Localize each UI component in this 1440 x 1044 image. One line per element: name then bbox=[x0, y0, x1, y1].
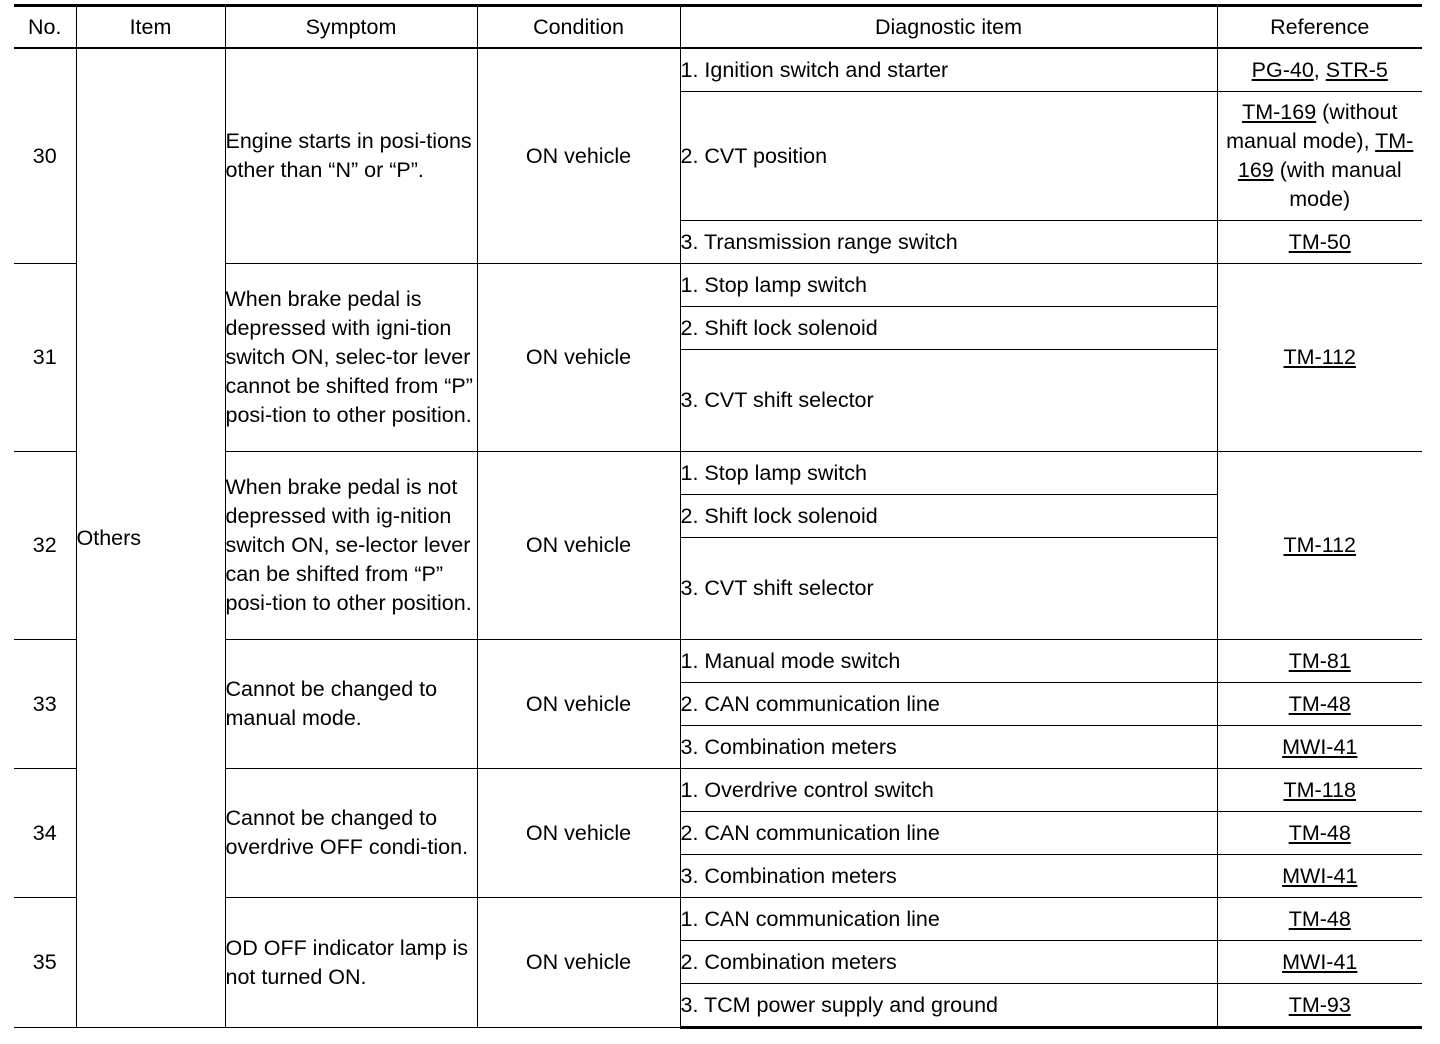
table-row bbox=[14, 898, 1422, 941]
diagnostic-item: 1. CAN communication line bbox=[680, 898, 1217, 941]
row-number: 31 bbox=[14, 264, 76, 452]
symptom: OD OFF indicator lamp is not turned ON. bbox=[225, 898, 477, 1028]
diagnostic-item: 3. Combination meters bbox=[680, 855, 1217, 898]
header-no: No. bbox=[14, 6, 76, 49]
diagnostic-item: 2. Shift lock solenoid bbox=[680, 307, 1217, 350]
reference-link[interactable]: TM-169 bbox=[1237, 129, 1414, 182]
reference-cell bbox=[1217, 941, 1422, 984]
row-number: 32 bbox=[14, 452, 76, 640]
symptom: Engine starts in posi-tions other than “N” or “P”. bbox=[225, 48, 477, 264]
reference-cell bbox=[1217, 769, 1422, 812]
condition: ON vehicle bbox=[477, 769, 680, 898]
reference-cell bbox=[1217, 812, 1422, 855]
diagnostic-item: 1. Stop lamp switch bbox=[680, 452, 1217, 495]
reference-link[interactable]: TM-81 bbox=[1288, 648, 1351, 673]
row-number: 30 bbox=[14, 48, 76, 264]
reference-link[interactable]: TM-48 bbox=[1288, 691, 1351, 716]
diagnostic-item: 3. Transmission range switch bbox=[680, 221, 1217, 264]
header-item: Item bbox=[76, 6, 225, 49]
reference-link[interactable]: TM-112 bbox=[1283, 533, 1356, 557]
header-symptom: Symptom bbox=[225, 6, 477, 49]
row-number: 35 bbox=[14, 898, 76, 1028]
row-number: 33 bbox=[14, 640, 76, 769]
diagnostic-table bbox=[14, 4, 1422, 1029]
reference-cell bbox=[1217, 48, 1422, 92]
row-number: 34 bbox=[14, 769, 76, 898]
reference-link[interactable]: TM-169 bbox=[1242, 100, 1317, 124]
diagnostic-item: 2. Combination meters bbox=[680, 941, 1217, 984]
condition: ON vehicle bbox=[477, 898, 680, 1028]
condition: ON vehicle bbox=[477, 452, 680, 640]
reference-note: (without manual mode), bbox=[1226, 100, 1398, 153]
reference-link[interactable]: MWI-41 bbox=[1282, 734, 1358, 759]
reference-link[interactable]: TM-93 bbox=[1288, 992, 1351, 1017]
reference-cell bbox=[1217, 898, 1422, 941]
symptom: When brake pedal is depressed with igni-tion switch ON, selec-tor lever cannot be shifted from “P” posi-tion to other position. bbox=[225, 264, 477, 452]
reference-link[interactable]: MWI-41 bbox=[1282, 949, 1358, 974]
reference-link[interactable]: PG-40 bbox=[1251, 57, 1314, 82]
reference-link[interactable]: TM-112 bbox=[1283, 345, 1356, 369]
table-row bbox=[14, 452, 1422, 495]
reference-cell bbox=[1217, 683, 1422, 726]
symptom: Cannot be changed to overdrive OFF condi-tion. bbox=[225, 769, 477, 898]
reference-link[interactable]: TM-48 bbox=[1288, 906, 1351, 931]
table-row bbox=[14, 640, 1422, 683]
header-diagnostic-item: Diagnostic item bbox=[680, 6, 1217, 49]
reference-separator: , bbox=[1313, 57, 1326, 82]
diagnostic-item: 3. CVT shift selector bbox=[680, 350, 1217, 452]
reference-cell bbox=[1217, 640, 1422, 683]
diagnostic-item: 2. CAN communication line bbox=[680, 812, 1217, 855]
reference-note: (with manual mode) bbox=[1273, 158, 1402, 211]
reference-cell bbox=[1217, 726, 1422, 769]
reference-cell bbox=[1217, 92, 1422, 221]
diagnostic-item: 1. Ignition switch and starter bbox=[680, 48, 1217, 92]
header-reference: Reference bbox=[1217, 6, 1422, 49]
table-row bbox=[14, 769, 1422, 812]
condition: ON vehicle bbox=[477, 48, 680, 264]
diagnostic-item: 1. Stop lamp switch bbox=[680, 264, 1217, 307]
diagnostic-item: 2. CVT position bbox=[680, 92, 1217, 221]
header-condition: Condition bbox=[477, 6, 680, 49]
reference-link[interactable]: STR-5 bbox=[1325, 57, 1388, 82]
condition: ON vehicle bbox=[477, 640, 680, 769]
diagnostic-item: 2. CAN communication line bbox=[680, 683, 1217, 726]
reference-cell bbox=[1217, 855, 1422, 898]
diagnostic-item: 2. Shift lock solenoid bbox=[680, 495, 1217, 538]
header-row bbox=[14, 6, 1422, 49]
diagnostic-item: 3. CVT shift selector bbox=[680, 538, 1217, 640]
table-row bbox=[14, 264, 1422, 307]
reference-link[interactable]: TM-48 bbox=[1288, 820, 1351, 845]
diagnostic-item: 1. Manual mode switch bbox=[680, 640, 1217, 683]
diagnostic-item: 3. Combination meters bbox=[680, 726, 1217, 769]
item-group: Others bbox=[76, 48, 225, 1028]
reference-cell bbox=[1217, 452, 1422, 640]
reference-cell bbox=[1217, 984, 1422, 1028]
reference-link[interactable]: TM-118 bbox=[1283, 777, 1356, 802]
symptom: When brake pedal is not depressed with ig-nition switch ON, se-lector lever can be shifted from “P” posi-tion to other position. bbox=[225, 452, 477, 640]
condition: ON vehicle bbox=[477, 264, 680, 452]
symptom: Cannot be changed to manual mode. bbox=[225, 640, 477, 769]
reference-link[interactable]: MWI-41 bbox=[1282, 863, 1358, 888]
reference-link[interactable]: TM-50 bbox=[1288, 229, 1351, 254]
reference-cell bbox=[1217, 221, 1422, 264]
diagnostic-item: 3. TCM power supply and ground bbox=[680, 984, 1217, 1028]
reference-cell bbox=[1217, 264, 1422, 452]
table-row bbox=[14, 48, 1422, 92]
diagnostic-item: 1. Overdrive control switch bbox=[680, 769, 1217, 812]
